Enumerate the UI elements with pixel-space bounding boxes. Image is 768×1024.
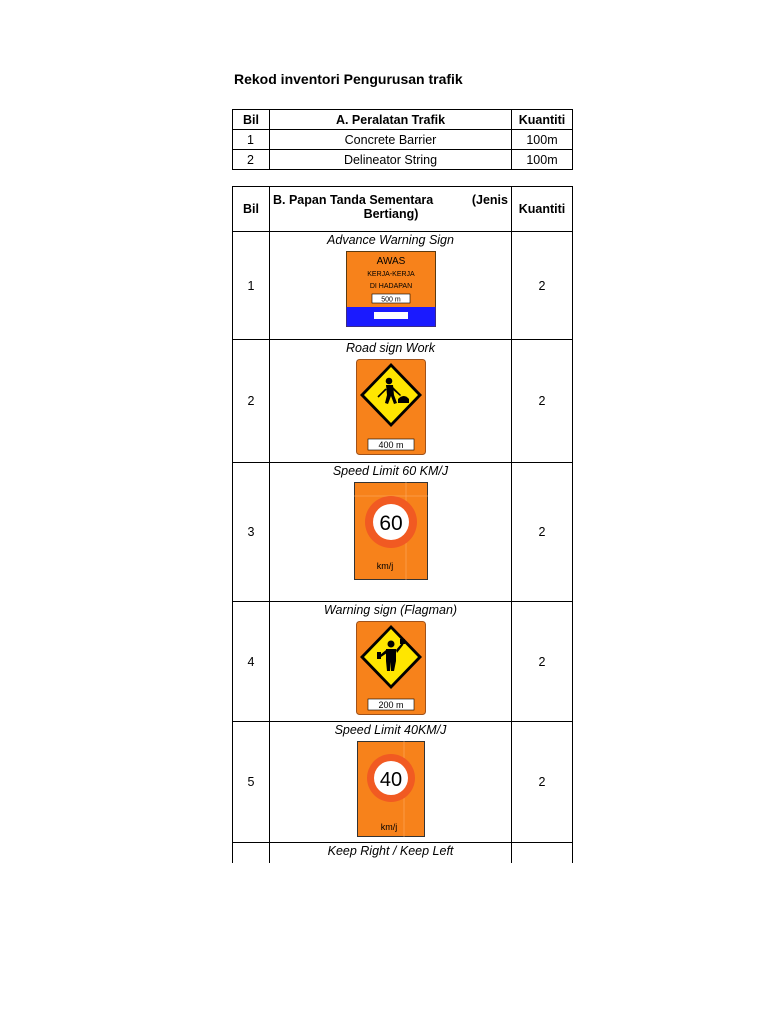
flagman-sign-image xyxy=(356,621,426,715)
table-row xyxy=(233,722,573,843)
speed-limit-60-sign-image xyxy=(354,482,428,580)
sign-text-awas: AWAS xyxy=(376,256,405,267)
sign-text-hadapan: DI HADAPAN xyxy=(369,283,412,290)
cell-qty: 2 xyxy=(512,340,573,463)
cell-item: Concrete Barrier xyxy=(270,130,512,150)
sign-caption: Keep Right / Keep Left xyxy=(327,844,454,858)
table-row xyxy=(233,340,573,463)
speed-limit-unit: km/j xyxy=(380,822,397,832)
sign-plate-distance: 200 m xyxy=(377,700,404,710)
speed-limit-40-sign-image xyxy=(357,741,425,837)
cell-bil: 5 xyxy=(233,722,270,843)
header-item-part3: Bertiang) xyxy=(363,207,419,221)
cell-qty: 2 xyxy=(512,602,573,722)
cell-qty: 2 xyxy=(512,722,573,843)
sign-caption: Road sign Work xyxy=(346,341,435,355)
cell-bil: 3 xyxy=(233,463,270,602)
header-item: A. Peralatan Trafik xyxy=(270,110,512,130)
sign-plate-distance: 500 m xyxy=(380,296,401,304)
table-row xyxy=(233,232,573,340)
sign-plate-distance: 400 m xyxy=(377,440,404,450)
cell-bil: 2 xyxy=(233,340,270,463)
traffic-equipment-table xyxy=(232,109,573,170)
header-item xyxy=(270,187,512,232)
header-bil: Bil xyxy=(233,187,270,232)
table-row xyxy=(233,843,573,863)
cell-sign xyxy=(270,232,512,340)
header-qty: Kuantiti xyxy=(512,187,573,232)
speed-limit-number: 60 xyxy=(378,512,403,535)
cell-item: Delineator String xyxy=(270,150,512,170)
sign-caption: Warning sign (Flagman) xyxy=(323,603,458,617)
header-qty: Kuantiti xyxy=(512,110,573,130)
cell-qty: 2 xyxy=(512,463,573,602)
cell-qty: 100m xyxy=(512,150,573,170)
cell-sign xyxy=(270,602,512,722)
header-bil: Bil xyxy=(233,110,270,130)
sign-text-kerja: KERJA-KERJA xyxy=(366,271,415,278)
speed-limit-number: 40 xyxy=(379,769,402,791)
cell-bil: 2 xyxy=(233,150,270,170)
cell-sign xyxy=(270,463,512,602)
table-header-row xyxy=(233,110,573,130)
table-row xyxy=(233,602,573,722)
table-row xyxy=(233,130,573,150)
sign-caption: Speed Limit 40KM/J xyxy=(334,723,447,737)
road-work-sign-image xyxy=(356,359,426,455)
temporary-signs-table xyxy=(232,186,573,863)
cell-sign xyxy=(270,340,512,463)
document-title: Rekod inventori Pengurusan trafik xyxy=(234,71,463,87)
table-row xyxy=(233,463,573,602)
sign-caption: Speed Limit 60 KM/J xyxy=(332,464,449,478)
cell-qty: 2 xyxy=(512,232,573,340)
cell-bil: 1 xyxy=(233,232,270,340)
header-item-part2: (Jenis xyxy=(471,193,508,207)
cell-qty xyxy=(512,843,573,863)
header-item-part1: B. Papan Tanda Sementara xyxy=(273,193,434,207)
cell-bil: 1 xyxy=(233,130,270,150)
cell-bil xyxy=(233,843,270,863)
speed-limit-unit: km/j xyxy=(376,561,393,571)
cell-sign xyxy=(270,722,512,843)
advance-warning-sign-image xyxy=(346,251,436,327)
cell-sign xyxy=(270,843,512,863)
cell-bil: 4 xyxy=(233,602,270,722)
cell-qty: 100m xyxy=(512,130,573,150)
table-row xyxy=(233,150,573,170)
sign-caption: Advance Warning Sign xyxy=(327,233,454,247)
table-header-row xyxy=(233,187,573,232)
